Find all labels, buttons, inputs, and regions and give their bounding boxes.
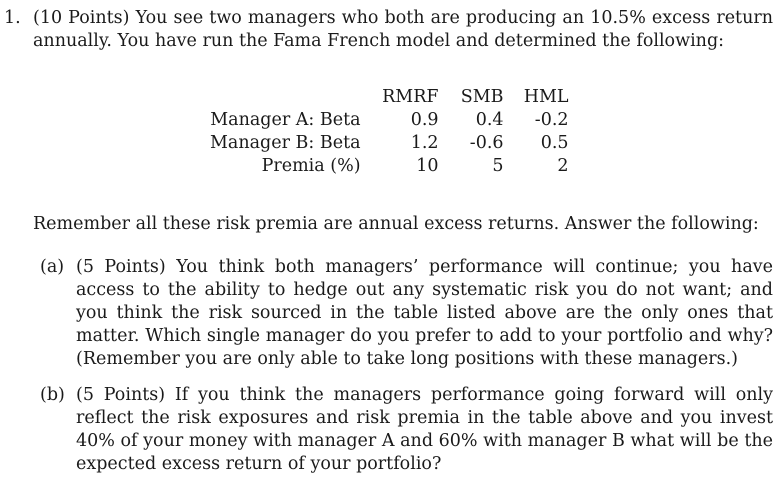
table-header-row xyxy=(210,86,569,109)
table-header-smb: SMB xyxy=(460,87,504,107)
question-number: 1. xyxy=(4,8,21,28)
table-header-rmrf: RMRF xyxy=(382,87,439,107)
table-row xyxy=(210,155,569,178)
table-cell: -0.6 xyxy=(469,133,504,153)
part-b-label: (b) xyxy=(40,385,65,405)
table-header-hml: HML xyxy=(523,87,569,107)
table-row xyxy=(210,109,569,132)
question-intro: (10 Points) You see two managers who both are producing an 10.5% excess return annually. You have run the Fama French model and determined the following: xyxy=(33,8,773,51)
table-row xyxy=(210,132,569,155)
table-cell: 0.4 xyxy=(475,110,504,130)
part-a-label: (a) xyxy=(40,257,65,277)
part-a-text: (5 Points) You think both managers’ performance will continue; you have access to the ability to hedge out any systematic risk you do not want; and you think the risk sourced in the table listed above are the only ones that matter. Which single manager do you prefer to add to your portfolio and why? (Remember you are only able to take long positions with these managers.) xyxy=(76,257,773,369)
table-cell: 0.5 xyxy=(540,133,569,153)
row-label: Manager A: Beta xyxy=(210,110,361,130)
table-cell: 5 xyxy=(492,156,504,176)
row-label: Premia (%) xyxy=(261,156,361,176)
remember-note: Remember all these risk premia are annual excess returns. Answer the following: xyxy=(33,214,759,234)
table-cell: 1.2 xyxy=(410,133,439,153)
fama-french-table xyxy=(210,86,569,178)
row-label: Manager B: Beta xyxy=(210,133,361,153)
table-cell: -0.2 xyxy=(534,110,569,130)
table-cell: 0.9 xyxy=(410,110,439,130)
table-header-empty xyxy=(210,86,379,109)
table-cell: 2 xyxy=(557,156,569,176)
table-cell: 10 xyxy=(416,156,439,176)
part-b-text: (5 Points) If you think the managers performance going forward will only reflect the risk exposures and risk premia in the table above and you invest 40% of your money with manager A and 60% with manager B what will be the expected excess return of your portfolio? xyxy=(76,385,773,474)
